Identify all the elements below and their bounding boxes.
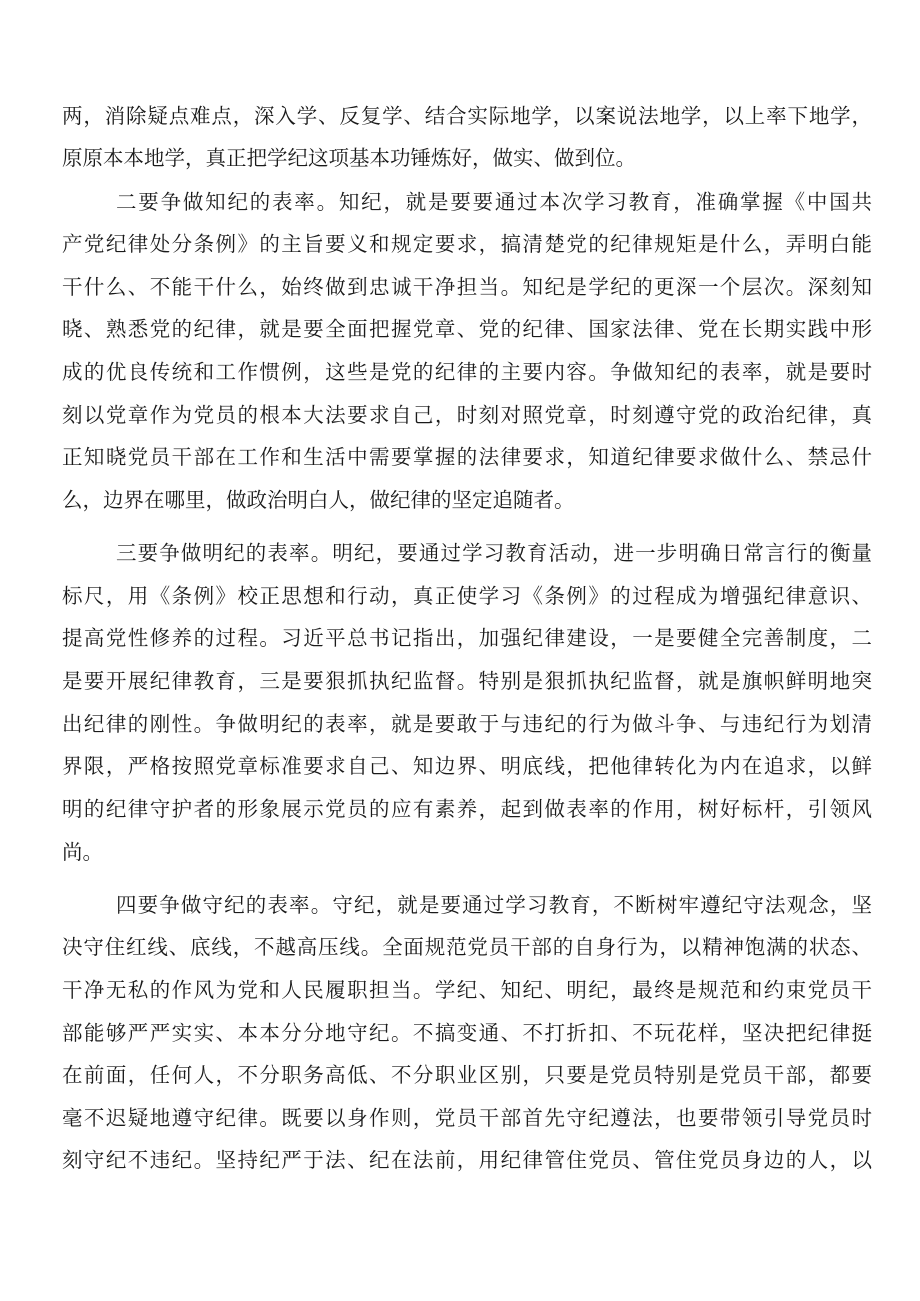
text-line: 晓、熟悉党的纪律，就是要全面把握党章、党的纪律、国家法律、党在长期实践中形 bbox=[62, 317, 872, 341]
text-line: 部能够严严实实、本本分分地守纪。不搞变通、不打折扣、不玩花样，坚决把纪律挺 bbox=[62, 1021, 872, 1045]
text-line: 成的优良传统和工作惯例，这些是党的纪律的主要内容。争做知纪的表率，就是要时 bbox=[62, 360, 872, 384]
text-line: 刻守纪不违纪。坚持纪严于法、纪在法前，用纪律管住党员、管住党员身边的人，以 bbox=[62, 1148, 872, 1172]
text-line: 干什么、不能干什么，始终做到忠诚干净担当。知纪是学纪的更深一个层次。深刻知 bbox=[62, 275, 872, 299]
text-line: 明的纪律守护者的形象展示党员的应有素养，起到做表率的作用，树好标杆，引领风 bbox=[62, 797, 872, 821]
text-line: 是要开展纪律教育，三是要狠抓执纪监督。特别是狠抓执纪监督，就是旗帜鲜明地突 bbox=[62, 669, 872, 693]
text-line: 刻以党章作为党员的根本大法要求自己，时刻对照党章，时刻遵守党的政治纪律，真 bbox=[62, 403, 872, 427]
text-line: 尚。 bbox=[62, 840, 103, 864]
text-line: 么，边界在哪里，做政治明白人，做纪律的坚定追随者。 bbox=[62, 488, 575, 512]
text-line: 标尺，用《条例》校正思想和行动，真正使学习《条例》的过程成为增强纪律意识、 bbox=[62, 584, 872, 608]
text-line: 在前面，任何人，不分职务高低、不分职业区别，只要是党员特别是党员干部，都要 bbox=[62, 1063, 872, 1087]
text-line: 四要争做守纪的表率。守纪，就是要通过学习教育，不断树牢遵纪守法观念，坚 bbox=[116, 893, 872, 917]
text-line: 界限，严格按照党章标准要求自己、知边界、明底线，把他律转化为内在追求，以鲜 bbox=[62, 754, 872, 778]
text-line: 三要争做明纪的表率。明纪，要通过学习教育活动，进一步明确日常言行的衡量 bbox=[116, 541, 872, 565]
text-line: 提高党性修养的过程。习近平总书记指出，加强纪律建设，一是要健全完善制度，二 bbox=[62, 626, 872, 650]
text-line: 产党纪律处分条例》的主旨要义和规定要求，搞清楚党的纪律规矩是什么，弄明白能 bbox=[62, 232, 872, 256]
text-line: 正知晓党员干部在工作和生活中需要掌握的法律要求，知道纪律要求做什么、禁忌什 bbox=[62, 445, 872, 469]
text-line: 决守住红线、底线，不越高压线。全面规范党员干部的自身行为，以精神饱满的状态、 bbox=[62, 935, 872, 959]
text-line: 原原本本地学，真正把学纪这项基本功锤炼好，做实、做到位。 bbox=[62, 146, 636, 170]
text-line: 二要争做知纪的表率。知纪，就是要要通过本次学习教育，准确掌握《中国共 bbox=[116, 190, 872, 214]
text-line: 毫不迟疑地遵守纪律。既要以身作则，党员干部首先守纪遵法，也要带领引导党员时 bbox=[62, 1106, 872, 1130]
text-line: 出纪律的刚性。争做明纪的表率，就是要敢于与违纪的行为做斗争、与违纪行为划清 bbox=[62, 712, 872, 736]
text-line: 两，消除疑点难点，深入学、反复学、结合实际地学，以案说法地学，以上率下地学， bbox=[62, 104, 872, 128]
text-line: 干净无私的作风为党和人民履职担当。学纪、知纪、明纪，最终是规范和约束党员干 bbox=[62, 978, 872, 1002]
